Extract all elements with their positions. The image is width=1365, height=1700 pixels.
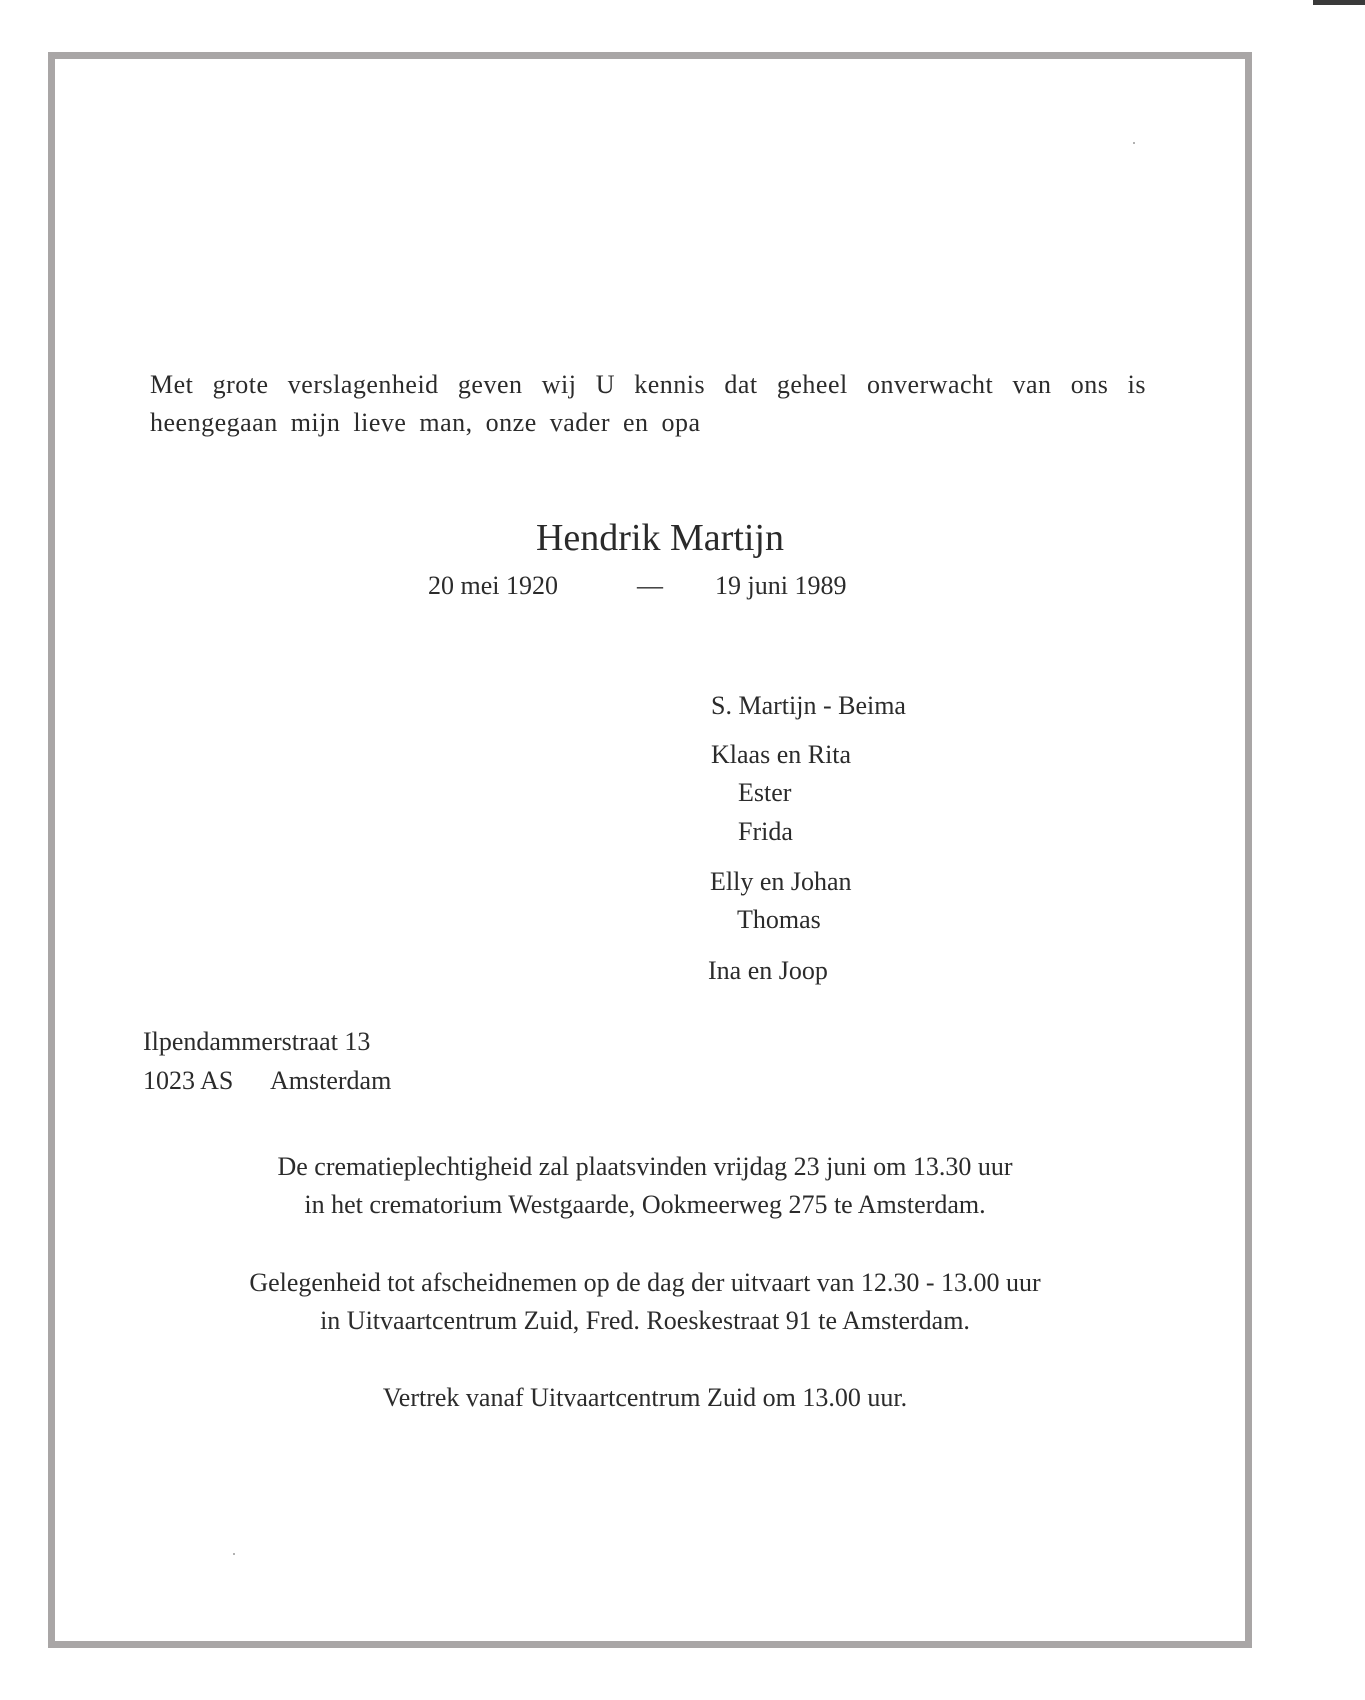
family-grandchild: Ester (738, 778, 792, 807)
birth-date: 20 mei 1920 (428, 571, 558, 600)
family-member: Klaas en Rita (711, 740, 852, 769)
scan-edge-mark (1313, 0, 1365, 5)
family-member: Elly en Johan (710, 867, 852, 896)
family-member: Ina en Joop (708, 956, 828, 985)
scan-speck (1133, 142, 1135, 144)
announcement-text: Met grote verslagenheid geven wij U kennis dat geheel onverwacht van ons is heengegaan mijn lieve man, onze vader en opa (150, 370, 1146, 437)
farewell-line-1: Gelegenheid tot afscheidnemen op de dag der uitvaart van 12.30 - 13.00 uur (249, 1268, 1041, 1297)
date-separator: — (637, 571, 663, 600)
ceremony-line-1: De crematieplechtigheid zal plaatsvinden vrijdag 23 juni om 13.30 uur (277, 1152, 1013, 1181)
farewell-line-2: in Uitvaartcentrum Zuid, Fred. Roeskestraat 91 te Amsterdam. (320, 1306, 970, 1335)
address-street: Ilpendammerstraat 13 (143, 1027, 371, 1056)
deceased-name: Hendrik Martijn (535, 517, 784, 559)
ceremony-line-2: in het crematorium Westgaarde, Ookmeerweg 275 te Amsterdam. (304, 1190, 986, 1219)
departure-line: Vertrek vanaf Uitvaartcentrum Zuid om 13.00 uur. (382, 1383, 908, 1412)
scan-speck (233, 1553, 235, 1555)
family-spouse: S. Martijn - Beima (711, 691, 906, 720)
family-grandchild: Thomas (737, 905, 821, 934)
address-city: Amsterdam (270, 1066, 392, 1095)
family-grandchild: Frida (738, 817, 793, 846)
address-postcode: 1023 AS (143, 1066, 234, 1095)
death-date: 19 juni 1989 (715, 571, 847, 600)
